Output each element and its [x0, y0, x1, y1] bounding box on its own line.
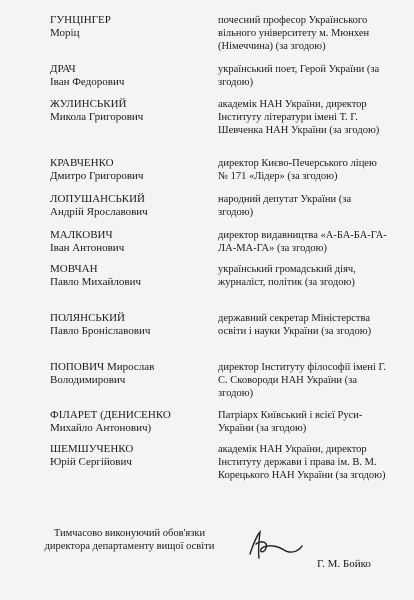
handwritten-signature: [244, 528, 306, 562]
person-given-name: Юрій Сергійович: [50, 456, 132, 468]
person-description: народний депутат України (за згодою): [218, 194, 352, 218]
person-surname: МОВЧАН: [50, 263, 98, 275]
person-description: академік НАН України, директор Інституту літератури імені Т. Г. Шевченка НАН України (за згодою): [218, 99, 380, 136]
person-given-name: Дмитро Григорович: [50, 170, 144, 182]
person-surname: МАЛКОВИЧ: [50, 229, 113, 241]
person-name: [50, 443, 200, 469]
person-surname: ЛОПУШАНСЬКИЙ: [50, 193, 145, 205]
person-given-name: Андрій Ярославович: [50, 206, 148, 218]
person-description: директор Києво-Печерського ліцею № 171 «Лідер» (за згодою): [218, 158, 377, 182]
person-name: [50, 409, 200, 435]
person-description: почесний професор Українського вільного університету м. Мюнхен (Німеччина) (за згодою): [218, 15, 370, 52]
person-description: державний секретар Міністерства освіти і науки України (за згодою): [218, 313, 372, 337]
person-surname: ПОЛЯНСЬКИЙ: [50, 312, 125, 324]
person-name: [50, 157, 200, 183]
person-surname: ДРАЧ: [50, 63, 76, 75]
person-given-name: Моріц: [50, 27, 80, 39]
person-surname: ПОПОВИЧ Мирослав: [50, 361, 155, 373]
person-surname: ШЕМШУЧЕНКО: [50, 443, 134, 455]
person-name: [50, 361, 200, 387]
person-surname: ФІЛАРЕТ (ДЕНИСЕНКО: [50, 409, 171, 421]
person-name: [50, 312, 200, 338]
person-surname: ГУНЦІНГЕР: [50, 14, 111, 26]
person-given-name: Іван Федорович: [50, 76, 125, 88]
person-description: директор видавництва «А-БА-БА-ГА-ЛА-МА-ГА» (за згодою): [218, 230, 387, 254]
person-name: [50, 63, 200, 89]
person-given-name: Іван Антонович: [50, 242, 125, 254]
person-given-name: Павло Броніславович: [50, 325, 151, 337]
signatory-name: Г. М. Бойко: [317, 558, 371, 570]
person-name: [50, 14, 200, 40]
person-given-name: Микола Григорович: [50, 111, 144, 123]
person-given-name: Володимирович: [50, 374, 126, 386]
person-description: український поет, Герой України (за згодою): [218, 64, 380, 88]
person-name: [50, 263, 200, 289]
person-surname: ЖУЛИНСЬКИЙ: [50, 98, 127, 110]
person-name: [50, 98, 200, 124]
signatory-position: Тимчасово виконуючий обов'язки директора департаменту вищої освіти: [44, 528, 215, 552]
person-name: [50, 229, 200, 255]
person-description: український громадський діяч, журналіст, політик (за згодою): [218, 264, 356, 288]
person-description: Патріарх Київський і всієї Руси-України (за згодою): [218, 410, 363, 434]
person-given-name: Павло Михайлович: [50, 276, 142, 288]
person-description: академік НАН України, директор Інституту держави і права ім. В. М. Корецького НАН України (за згодою): [218, 444, 386, 481]
person-name: [50, 193, 200, 219]
person-surname: КРАВЧЕНКО: [50, 157, 114, 169]
person-description: директор Інституту філософії імені Г. С. Сковороди НАН України (за згодою): [218, 362, 386, 399]
person-given-name: Михайло Антонович): [50, 422, 152, 434]
